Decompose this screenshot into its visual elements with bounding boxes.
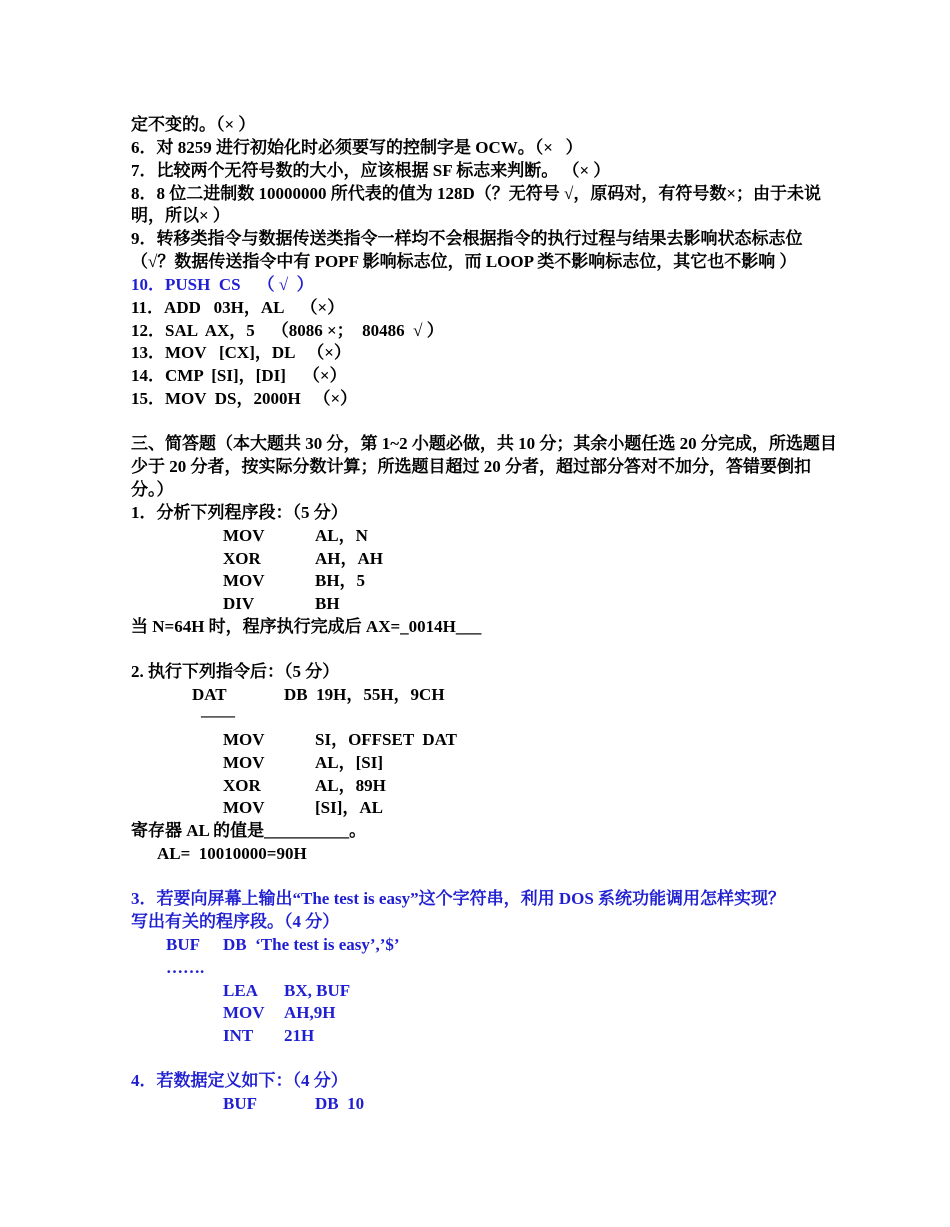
judge-q15: 15．MOV DS，2000H （×）: [131, 389, 358, 408]
judge-q11: 11．ADD 03H，AL （×）: [131, 298, 345, 317]
q3-buf-label: BUF: [166, 935, 200, 954]
q1-answer: 当 N=64H 时，程序执行完成后 AX=_0014H___: [131, 617, 482, 636]
q3-code-op: MOV: [223, 1003, 265, 1022]
q2-code-op: MOV: [223, 753, 265, 772]
q1-code-op: DIV: [223, 594, 255, 613]
q3-title-line1: 3．若要向屏幕上输出“The test is easy”这个字符串，利用 DOS 系统功能调用怎样实现？: [131, 889, 786, 908]
judge-q8-line2: 明，所以× ）: [131, 206, 230, 225]
q1-code-arg: BH，5: [315, 571, 366, 590]
q1-code-arg: BH: [315, 594, 340, 613]
q1-code-arg: AL，N: [315, 526, 368, 545]
q1-code-op: MOV: [223, 526, 265, 545]
q2-answer: AL= 10010000=90H: [157, 844, 307, 863]
judge-q6: 6．对 8259 进行初始化时必须要写的控制字是 OCW。（× ）: [131, 138, 583, 157]
judge-q9-line1: 9．转移类指令与数据传送类指令一样均不会根据指令的执行过程与结果去影响状态标志位: [131, 229, 803, 248]
q1-title: 1．分析下列程序段：（5 分）: [131, 503, 348, 522]
judge-q12: 12．SAL AX，5 （8086 ×； 80486 √ ）: [131, 321, 444, 340]
q2-code-op: MOV: [223, 730, 265, 749]
q2-code-op: MOV: [223, 798, 265, 817]
judge-q13: 13．MOV [CX]，DL （×）: [131, 343, 351, 362]
q2-question: 寄存器 AL 的值是__________。: [131, 821, 367, 840]
q3-code-arg: AH,9H: [284, 1003, 336, 1022]
q2-dat-label: DAT: [192, 685, 227, 704]
q4-title: 4．若数据定义如下：（4 分）: [131, 1071, 348, 1090]
q2-code-arg: [SI]，AL: [315, 798, 384, 817]
q2-dash: ——: [201, 706, 235, 725]
q2-dat-definition: DB 19H，55H，9CH: [284, 685, 445, 704]
section3-heading-line1: 三、简答题（本大题共 30 分，第 1~2 小题必做，共 10 分；其余小题任选 20 分完成，所选题目: [131, 434, 837, 453]
judge-line-0: 定不变的。（× ）: [131, 115, 256, 134]
q3-title-line2: 写出有关的程序段。（4 分）: [131, 912, 340, 931]
q2-code-arg: AL，[SI]: [315, 753, 384, 772]
q1-code-arg: AH，AH: [315, 549, 383, 568]
judge-q10: 10．PUSH CS （ √ ）: [131, 275, 314, 294]
q4-buf-definition: DB 10: [315, 1094, 365, 1113]
q1-code-op: XOR: [223, 549, 261, 568]
q4-buf-label: BUF: [223, 1094, 257, 1113]
q3-code-arg: 21H: [284, 1026, 315, 1045]
judge-q7: 7．比较两个无符号数的大小，应该根据 SF 标志来判断。 （× ）: [131, 161, 611, 180]
judge-q8-line1: 8．8 位二进制数 10000000 所代表的值为 128D（？无符号 √，原码对，有符号数×；由于未说: [131, 184, 822, 203]
section3-heading-line2: 少于 20 分者，按实际分数计算；所选题目超过 20 分者，超过部分答对不加分，答错要倒扣: [131, 457, 811, 476]
q2-code-op: XOR: [223, 776, 261, 795]
judge-q9-line2: （√？数据传送指令中有 POPF 影响标志位，而 LOOP 类不影响标志位，其它也不影响 ）: [131, 252, 797, 271]
q2-title: 2. 执行下列指令后：（5 分）: [131, 662, 340, 681]
q3-ellipsis: …….: [166, 958, 205, 977]
q1-code-op: MOV: [223, 571, 265, 590]
q3-buf-definition: DB ‘The test is easy’,’$’: [223, 935, 400, 954]
q3-code-arg: BX, BUF: [284, 981, 351, 1000]
judge-q14: 14．CMP [SI]，[DI] （×）: [131, 366, 347, 385]
q2-code-arg: AL，89H: [315, 776, 386, 795]
section3-heading-line3: 分。）: [131, 480, 174, 499]
q3-code-op: LEA: [223, 981, 258, 1000]
q3-code-op: INT: [223, 1026, 254, 1045]
q2-code-arg: SI，OFFSET DAT: [315, 730, 458, 749]
